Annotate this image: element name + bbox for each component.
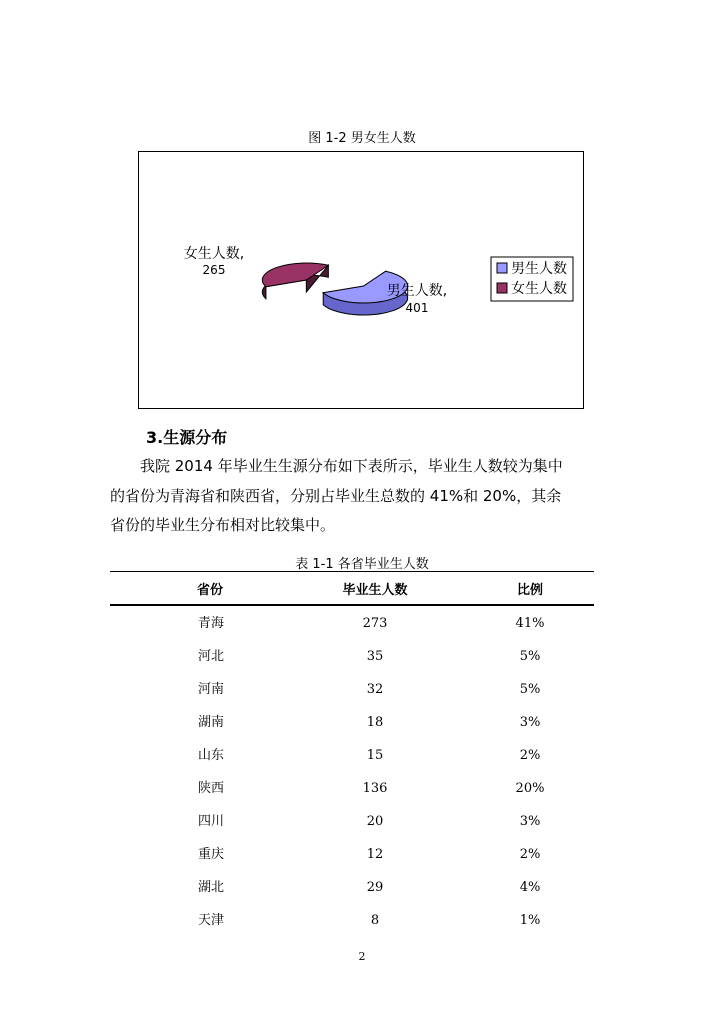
female-slice-label-value: 265	[202, 263, 226, 277]
count-cell: 29	[366, 880, 384, 895]
male-slice-label-value: 401	[405, 301, 429, 315]
table-row	[110, 878, 594, 911]
table-row	[110, 746, 594, 779]
table-header-rule	[110, 604, 594, 606]
province-cell: 山东	[198, 748, 225, 763]
table-row	[110, 845, 594, 878]
count-cell: 15	[366, 748, 384, 763]
province-cell: 湖南	[198, 715, 225, 730]
count-cell: 32	[366, 682, 384, 697]
count-cell: 18	[366, 715, 384, 730]
table-top-rule	[110, 571, 594, 572]
legend-swatch-male	[497, 263, 507, 273]
count-cell: 35	[366, 649, 384, 664]
figure-caption: 图 1-2 男女生人数	[308, 131, 416, 146]
header-province: 省份	[197, 583, 224, 598]
legend-label-male: 男生人数	[511, 261, 567, 277]
table-row	[110, 812, 594, 845]
paragraph-line-1: 我院 2014 年毕业生生源分布如下表所示，毕业生人数较为集中	[140, 457, 563, 475]
ratio-cell: 2%	[519, 748, 541, 763]
count-cell: 12	[366, 847, 384, 862]
province-cell: 四川	[198, 814, 225, 829]
province-cell: 重庆	[198, 847, 225, 862]
section-heading: 3.生源分布	[146, 428, 228, 447]
page-number: 2	[358, 950, 366, 963]
province-cell: 湖北	[198, 880, 225, 895]
count-cell: 136	[362, 781, 388, 796]
header-count: 毕业生人数	[342, 583, 408, 598]
ratio-cell: 5%	[519, 649, 541, 664]
ratio-cell: 3%	[519, 715, 541, 730]
table-row	[110, 647, 594, 680]
table-row	[110, 713, 594, 746]
count-cell: 20	[366, 814, 384, 829]
table-caption: 表 1-1 各省毕业生人数	[295, 557, 429, 572]
ratio-cell: 20%	[515, 781, 545, 796]
table-row	[110, 614, 594, 647]
province-cell: 陕西	[198, 781, 225, 796]
pie-chart	[138, 151, 584, 409]
chart-legend	[491, 257, 573, 301]
ratio-cell: 5%	[519, 682, 541, 697]
ratio-cell: 2%	[519, 847, 541, 862]
province-cell: 河北	[198, 649, 225, 664]
male-slice-label-name: 男生人数,	[386, 283, 448, 299]
ratio-cell: 41%	[515, 616, 545, 631]
table-row	[110, 680, 594, 713]
legend-swatch-female	[497, 283, 507, 293]
count-cell: 273	[362, 616, 388, 631]
legend-label-female: 女生人数	[511, 281, 567, 297]
header-ratio: 比例	[516, 583, 543, 598]
province-cell: 天津	[198, 913, 225, 928]
province-cell: 青海	[198, 616, 225, 631]
ratio-cell: 1%	[519, 913, 541, 928]
province-cell: 河南	[198, 682, 225, 697]
ratio-cell: 4%	[519, 880, 541, 895]
count-cell: 8	[370, 913, 380, 928]
paragraph-line-3: 省份的毕业生分布相对比较集中。	[110, 516, 336, 534]
table-row	[110, 911, 594, 944]
table-row	[110, 779, 594, 812]
paragraph-line-2: 的省份为青海省和陕西省，分别占毕业生总数的 41%和 20%，其余	[110, 487, 562, 505]
female-slice-label-name: 女生人数,	[183, 246, 245, 262]
ratio-cell: 3%	[519, 814, 541, 829]
